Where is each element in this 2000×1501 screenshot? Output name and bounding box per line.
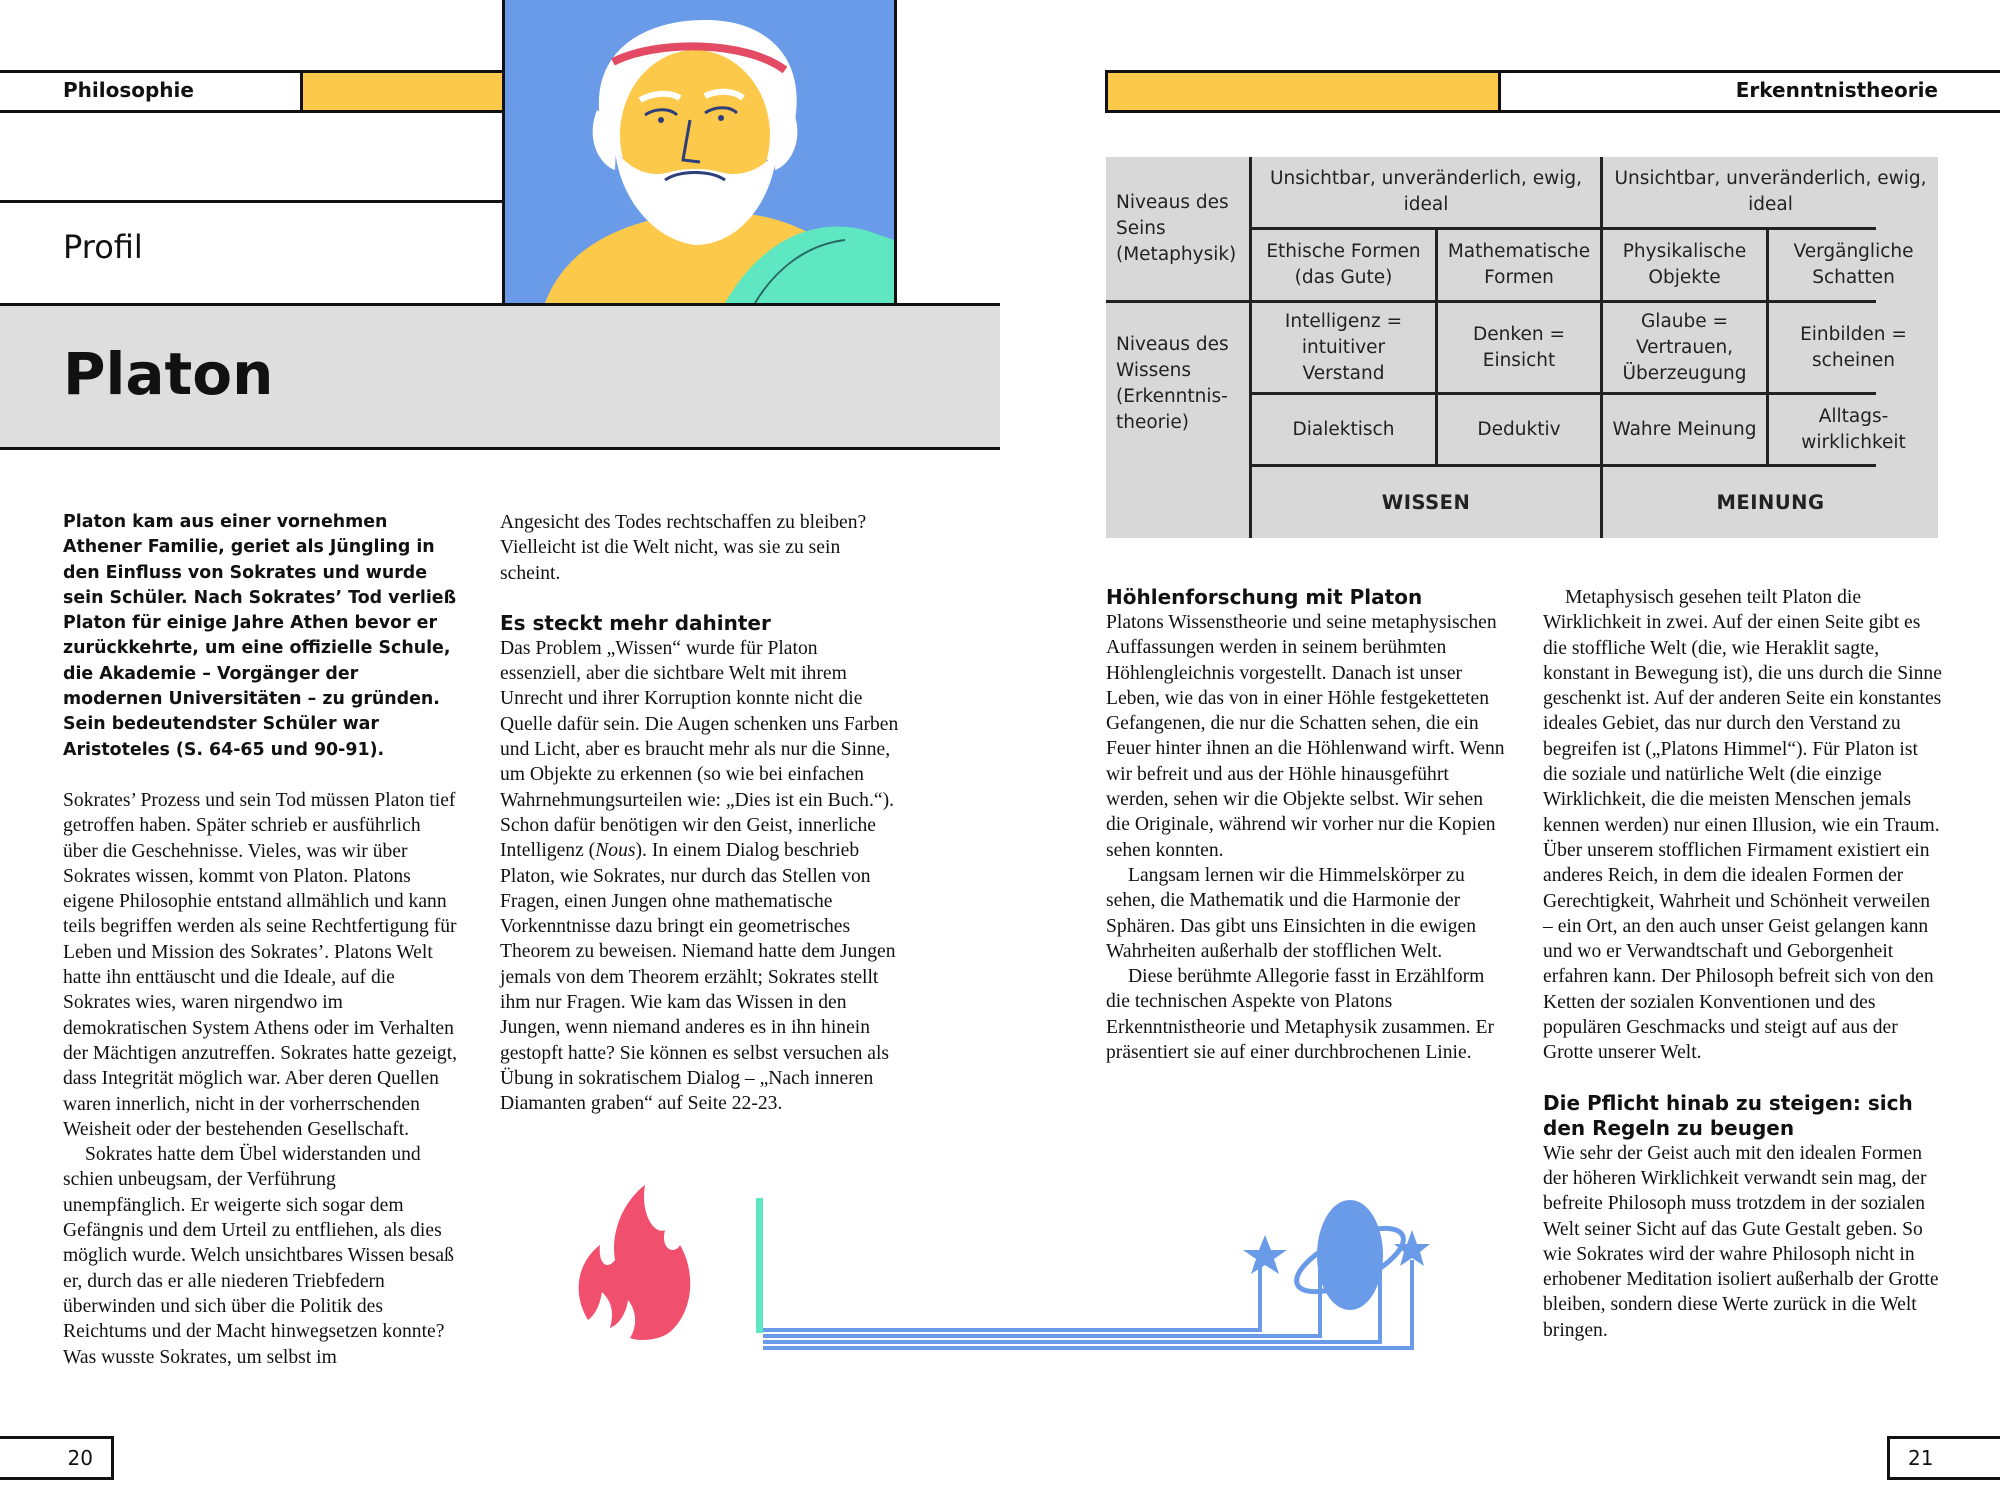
body-paragraph: Sokrates’ Prozess und sein Tod müssen Platon tief getroffen haben. Später schrieb er ausführlich über die Geschehnisse. Vieles, was wir über Sokrates wissen, kommt von Platon. Platons eigene Philosophie entstand allmählich und kann teils begriffen werden als seine Rechtfertigung für Leben und Mission des Sokrates’. Platons Welt hatte ihn enttäuscht und die Ideale, auf die Sokrates wies, waren nirgendwo im demokratischen System Athens oder im Verhalten der Mächtigen anzutreffen. Sokrates hatte gezeigt, dass Integrität möglich war. Aber deren Quellen waren innerlich, nicht in der vorherrschenden Weisheit oder der bestehenden Gesellschaft. [63, 789, 458, 1140]
body-paragraph: Metaphysisch gesehen teilt Platon die Wirklichkeit in zwei. Auf der einen Seite gibt es die stoffliche Welt (die, wie Heraklit sagte, konstant in Bewegung ist), die uns durch die Sinne geschenkt ist. Auf der anderen Seite ein konstantes ideales Gebiet, das nur durch den Verstand zu begreifen ist („Platons Himmel“). Für Platon ist die soziale und natürliche Welt (die einzige Wirklichkeit, die die meisten Menschen jemals kennen werden) nur einen Illusion, wie ein Traum. Über unserem stofflichen Firmament existiert ein anderes Reich, in dem die idealen Formen der Gerechtigkeit, Wahrheit und Schönheit verweilen – ein Ort, an den auch unser Geist gelangen kann und wo er Verwandtschaft und Geborgenheit erfahren kann. Der Philosoph befreit sich von den Ketten der sozialen Konventionen und des populären Geschmacks und steigt auf aus der Grotte unserer Welt. [1543, 587, 1942, 1064]
section-label: Philosophie [63, 78, 194, 102]
lead-paragraph: Platon kam aus einer vornehmen Athener Familie, geriet als Jüngling in den Einfluss von Sokrates und wurde sein Schüler. Nach Sokrates’ Tod verließ Platon für einige Jahre Athen bevor er zurückkehrte, um eine offizielle Schule, die Akademie – Vorgänger der modernen Universitäten – zu gründen. Sein bedeutendster Schüler war Aristoteles (S. 64-65 und 90-91). [63, 512, 457, 760]
subheading: Höhlenforschung mit Platon [1106, 585, 1423, 609]
column-4 [1543, 585, 1943, 1343]
planet-icon [1288, 1200, 1412, 1310]
body-paragraph: Platons Wissenstheorie und seine metaphysischen Auffassungen werden in seinem berühmten Höhlengleichnis vorgestellt. Danach ist unser Leben, wie das von in einer Höhle festgeketteten Gefangenen, die nur die Schatten sehen, die ein Feuer hinter ihnen an die Höhlenwand wirft. Wenn wir befreit und aus der Höhle hinausgeführt werden, sehen wir die Objekte selbst. Wir sehen die Originale, während wir vorher nur die Kopien sehen konnten. [1106, 612, 1505, 861]
subheading: Die Pflicht hinab zu steigen: sich den Regeln zu beugen [1543, 1090, 1913, 1140]
row-label-knowledge: Niveaus des Wissens (Erkenntnis-theorie) [1116, 334, 1229, 433]
cell-method: Wahre Meinung [1612, 418, 1757, 440]
profil-rule [0, 200, 502, 203]
column-1 [63, 510, 458, 1370]
fire-icon [579, 1185, 691, 1340]
body-paragraph: Sokrates hatte dem Übel widerstanden und schien unbeugsam, der Verführung unempfänglich. Er weigerte sich sogar dem Gefängnis und dem Urteil zu entfliehen, als dies möglich wurde. Welch unsichtbares Wissen besaß er, durch das er alle niederen Triebfedern überwinden und sich über die Politik des Reichtums und der Macht hinwegsetzen konnte? Was wusste Sokrates, um selbst im [63, 1144, 454, 1368]
body-paragraph: Angesicht des Todes rechtschaffen zu bleiben? Vielleicht ist die Welt nicht, was sie zu sein scheint. [500, 512, 867, 584]
cell-meinung: MEINUNG [1716, 490, 1825, 514]
cell-faculty: Intelligenz = intuitiver Verstand [1284, 310, 1403, 384]
cell-faculty: Einbilden = scheinen [1800, 323, 1907, 371]
cell-form: Mathematische Formen [1447, 241, 1591, 288]
page-number-left: 20 [0, 1436, 114, 1480]
header-divider-right [1498, 70, 1501, 113]
body-paragraph: Das Problem „Wissen“ wurde für Platon essenziell, aber die sichtbare Welt mit ihrem Unrecht und ihrer Korruption konnte nicht die Quelle dafür sein. Die Augen schenken uns Farben und Licht, aber es braucht mehr als nur die Sinne, um Objekte zu erkennen (so wie bei einfachen Wahrnehmungsurteilen wie: „Dies ist ein Buch.“). Schon dafür benötigen wir den Geist, innerliche Intelligenz (Nous). In einem Dialog beschrieb Platon, wie Sokrates, nur durch das Stellen von Fragen, einen Jungen ohne mathematische Vorkenntnisse dazu bringt ein geometrisches Theorem zu beweisen. Niemand hatte dem Jungen jemals von dem Theorem erzählt; Sokrates stellt ihm nur Fragen. Wie kam das Wissen in den Jungen, wenn niemand anderes es in ihn hinein gestopft hatte? Sie können es selbst versuchen als Übung in sokratischem Dialog – „Nach inneren Diamanten graben“ auf Seite 22-23. [500, 637, 899, 1115]
cell-method: Dialektisch [1292, 418, 1395, 440]
cave-illustration [560, 1160, 1440, 1380]
row-label-being: Niveaus des Seins (Metaphysik) [1116, 192, 1237, 265]
cell-faculty: Denken = Einsicht [1473, 323, 1565, 371]
section-color-bar-right [1108, 73, 1498, 110]
cell-form: Physikalische Objekte [1622, 241, 1747, 288]
cave-wall-line [756, 1198, 763, 1333]
body-paragraph: Langsam lernen wir die Himmelskörper zu sehen, die Mathematik und die Harmonie der Sphären. Das gibt uns Einsichten in die ewigen Wahrheiten außerhalb der stofflichen Welt. [1106, 864, 1477, 962]
body-paragraph: Diese berühmte Allegorie fasst in Erzählform die technischen Aspekte von Platons Erkenntnistheorie und Metaphysik zusammen. Er präsentiert sie auf einer durchbrochenen Linie. [1106, 966, 1494, 1064]
nous-term: Nous [595, 840, 636, 862]
title-band-bottom [0, 447, 1000, 450]
header-rule-bottom [0, 110, 502, 113]
section-color-bar [303, 73, 502, 110]
plato-portrait [505, 0, 894, 303]
header-rule-bottom-right [1105, 110, 2000, 113]
divided-line [763, 1250, 1412, 1348]
star-icon [1243, 1235, 1287, 1274]
knowledge-table [1106, 157, 1938, 538]
portrait-frame [502, 0, 897, 303]
column-2 [500, 510, 900, 1117]
cell-method: Alltags-wirklichkeit [1801, 405, 1906, 453]
cell-form: Ethische Formen (das Gute) [1266, 241, 1421, 288]
cell-invisible-left: Unsichtbar, unveränderlich, ewig, ideal [1269, 168, 1583, 215]
kicker-label: Profil [63, 228, 143, 266]
section-label-right: Erkenntnistheorie [1735, 78, 1938, 102]
cell-faculty: Glaube = Vertrauen, Überzeugung [1622, 310, 1747, 384]
page-title: Platon [63, 340, 274, 408]
subheading: Es steckt mehr dahinter [500, 610, 771, 635]
cell-method: Deduktiv [1477, 418, 1561, 440]
cell-invisible-right: Unsichtbar, unveränderlich, ewig, ideal [1614, 168, 1927, 215]
body-paragraph: Wie sehr der Geist auch mit den idealen Formen der höheren Wirklichkeit verwandt sein mag, der befreite Philosoph muss trotzdem in der sozialen Welt seiner Sicht auf das Gute Gestalt geben. So wie Sokrates wird der wahre Philosoph nicht in erhobener Meditation isoliert außerhalb der Grotte bleiben, sondern diese Werte zurück in die Welt bringen. [1543, 1142, 1939, 1341]
cell-form: Vergängliche Schatten [1793, 241, 1914, 288]
column-3 [1106, 585, 1506, 1065]
cell-wissen: WISSEN [1381, 490, 1471, 514]
page-number-right: 21 [1887, 1436, 2000, 1480]
